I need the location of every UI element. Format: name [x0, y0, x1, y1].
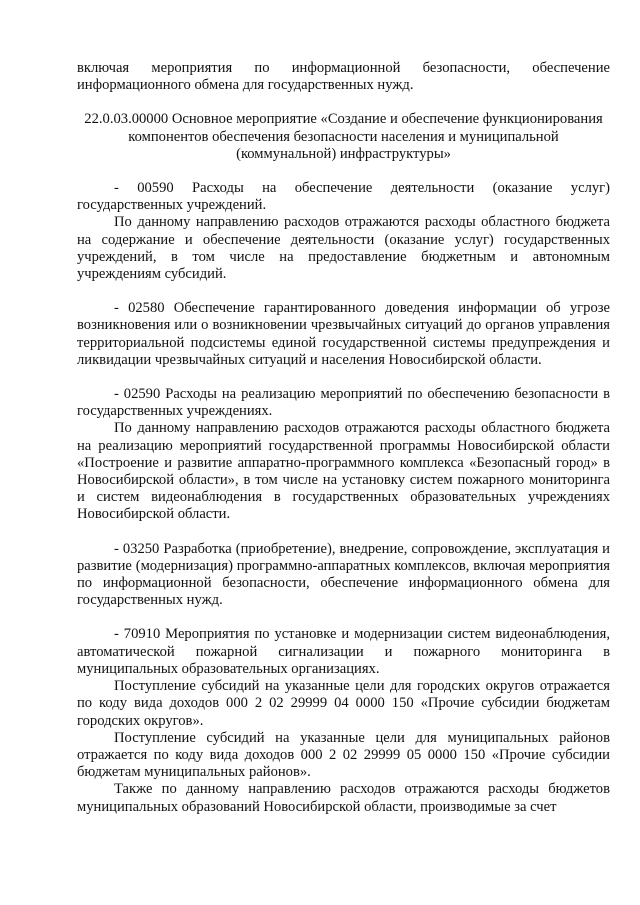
section-02590 [77, 386, 610, 524]
paragraph: Также по данному направлению расходов отражаются расходы бюджетов муниципальных образований Новосибирской области, производимые за счет [77, 781, 610, 815]
paragraph: Поступление субсидий на указанные цели для городских округов отражается по коду вида доходов 000 2 02 29999 04 0000 150 «Прочие субсидии бюджетам городских округов». [77, 678, 610, 729]
intro-paragraph: включая мероприятия по информационной безопасности, обеспечение информационного обмена для государственных нужд. [77, 60, 610, 94]
paragraph: По данному направлению расходов отражаются расходы областного бюджета на реализацию мероприятий государственной программы Новосибирской области «Построение и развитие аппаратно-программного комплекса «Безопасный город» в Новосибирской области», в том числе на установку систем пожарного мониторинга и систем видеонаблюдения в государственных образовательных учреждениях Новосибирской области. [77, 420, 610, 523]
section-heading: 22.0.03.00000 Основное мероприятие «Создание и обеспечение функционирования компонентов обеспечения безопасности населения и муниципальной (коммунальной) инфраструктуры» [84, 111, 603, 162]
section-70910 [77, 626, 610, 815]
paragraph: Поступление субсидий на указанные цели для муниципальных районов отражается по коду вида доходов 000 2 02 29999 05 0000 150 «Прочие субсидии бюджетам муниципальных районов». [77, 729, 610, 781]
paragraph: - 02580 Обеспечение гарантированного доведения информации об угрозе возникновения или о возникновении чрезвычайных ситуаций до органов управления территориальной подсистемы единой государственной системы предупреждения и ликвидации чрезвычайных ситуаций и населения Новосибирской области. [77, 300, 610, 368]
paragraph: - 70910 Мероприятия по установке и модернизации систем видеонаблюдения, автоматической пожарной сигнализации и пожарного мониторинга в муниципальных образовательных организациях. [77, 626, 610, 677]
paragraph: - 00590 Расходы на обеспечение деятельности (оказание услуг) государственных учреждений. [77, 180, 610, 214]
section-03250 [77, 541, 610, 610]
paragraph: По данному направлению расходов отражаются расходы областного бюджета на содержание и обеспечение деятельности (оказание услуг) государственных учреждений, в том числе на предоставление бюджетным и автономным учреждениям субсидий. [77, 214, 610, 283]
paragraph: - 02590 Расходы на реализацию мероприятий по обеспечению безопасности в государственных учреждениях. [77, 386, 610, 420]
section-00590 [77, 180, 610, 283]
paragraph: - 03250 Разработка (приобретение), внедрение, сопровождение, эксплуатация и развитие (модернизация) программно-аппаратных комплексов, включая мероприятия по информационной безопасности, обеспечение информационного обмена для государственных нужд. [77, 540, 610, 609]
section-02580 [77, 300, 610, 369]
